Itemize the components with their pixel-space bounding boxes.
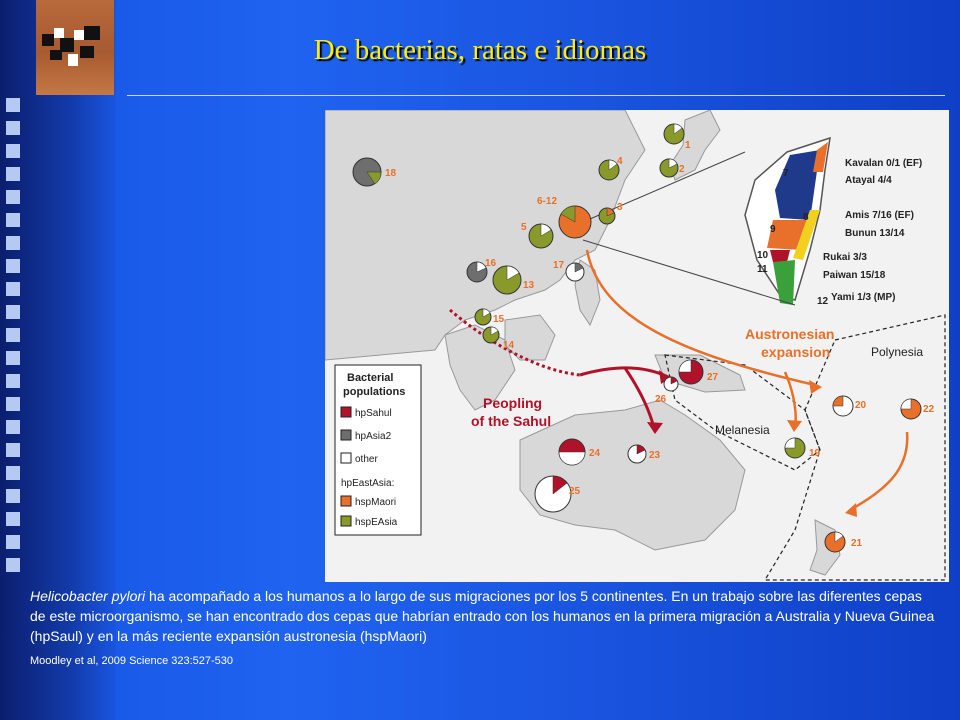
- taiwan-label-bunun: Bunun 13/14: [845, 228, 905, 239]
- taiwan-label-yami: Yami 1/3 (MP): [831, 292, 896, 303]
- peopling-label-1: Peopling: [483, 395, 543, 411]
- australia-landmass: [520, 400, 745, 550]
- arrowhead-melanesia: [787, 420, 802, 432]
- taiwan-num-10: 10: [757, 250, 769, 261]
- taiwan-label-atayal: Atayal 4/4: [845, 175, 892, 186]
- taiwan-num-9: 9: [770, 224, 776, 235]
- taiwan-label-rukai: Rukai 3/3: [823, 252, 867, 263]
- pie-label-24: 24: [589, 448, 601, 459]
- taiwan-label-amis: Amis 7/16 (EF): [845, 210, 914, 221]
- pie-26: [655, 377, 678, 405]
- melanesia-label: Melanesia: [715, 423, 770, 437]
- legend-label-hpasia2: hpAsia2: [355, 431, 392, 442]
- legend-title-2: populations: [343, 386, 406, 398]
- pie-label-1: 1: [685, 140, 691, 151]
- pie-21: [825, 532, 863, 552]
- legend-label-other: other: [355, 454, 378, 465]
- polynesia-label: Polynesia: [871, 345, 924, 359]
- pie-label-19: 19: [809, 448, 821, 459]
- taiwan-num-11: 11: [757, 264, 768, 275]
- legend-group-label: hpEastAsia:: [341, 478, 395, 489]
- arrowhead-polynesia: [809, 380, 822, 394]
- taiwan-label-paiwan: Paiwan 15/18: [823, 270, 886, 281]
- citation: Moodley et al, 2009 Science 323:527-530: [30, 655, 234, 667]
- pie-label-18: 18: [385, 168, 397, 179]
- taiwan-num-8: 8: [803, 212, 809, 223]
- pie-label-4: 4: [617, 156, 623, 167]
- legend-label-hspeasia: hspEAsia: [355, 517, 398, 528]
- slide-caption: [30, 586, 940, 646]
- pie-label-25: 25: [569, 486, 581, 497]
- title-divider: [127, 95, 945, 96]
- taiwan-num-6: 6: [819, 158, 825, 169]
- pie-label-17: 17: [553, 260, 565, 271]
- pie-label-23: 23: [649, 450, 661, 461]
- austronesian-route-newzealand: [850, 432, 907, 510]
- migration-map-figure: [325, 110, 949, 582]
- slide-title: De bacterias, ratas e idiomas: [313, 34, 647, 66]
- pie-label-16: 16: [485, 258, 497, 269]
- pie-label-6-12: 6-12: [537, 196, 558, 207]
- austronesian-label-1: Austronesian: [745, 326, 835, 342]
- legend-label-hspmaori: hspMaori: [355, 497, 397, 508]
- pie-label-20: 20: [855, 400, 867, 411]
- pie-label-2: 2: [679, 164, 685, 175]
- map-svg: [325, 110, 949, 582]
- pie-label-22: 22: [923, 404, 935, 415]
- taiwan-rukai-region: [770, 250, 790, 262]
- peopling-label-2: of the Sahul: [471, 413, 552, 429]
- caption-species: Helicobacter pylori: [30, 588, 146, 604]
- taiwan-num-7: 7: [783, 168, 789, 179]
- legend-swatch-other: [341, 453, 351, 463]
- legend-swatch-hspeasia: [341, 516, 351, 526]
- decorative-squares: [6, 98, 24, 581]
- legend-box: [335, 365, 421, 535]
- caption-text: ha acompañado a los humanos a lo largo de sus migraciones por los 5 continentes. En un trabajo sobre las diferentes cepas de este microorganismo, se han encontrado dos cepas que habrían entrado con los humanos en la primera migración a Australia y Nueva Guinea (hpSaul) y en la más reciente expansión austronesia (hspMaori): [30, 588, 935, 644]
- legend-swatch-hpasia2: [341, 430, 351, 440]
- legend-swatch-hspmaori: [341, 496, 351, 506]
- taiwan-num-12: 12: [817, 296, 829, 307]
- pie-label-3: 3: [617, 202, 623, 213]
- pie-label-5: 5: [521, 222, 527, 233]
- arrowhead-newzealand: [845, 503, 857, 517]
- pie-22: [901, 399, 935, 419]
- legend-label-hpsahul: hpSahul: [355, 408, 392, 419]
- pie-label-26: 26: [655, 394, 667, 405]
- austronesian-label-2: expansion: [761, 344, 831, 360]
- pie-label-27: 27: [707, 372, 719, 383]
- pie-label-15: 15: [493, 314, 505, 325]
- borneo-landmass: [505, 315, 555, 360]
- pie-label-14: 14: [503, 340, 515, 351]
- legend-title-1: Bacterial: [347, 372, 394, 384]
- pie-20: [833, 396, 867, 416]
- pie-label-13: 13: [523, 280, 535, 291]
- taiwan-label-kavalan: Kavalan 0/1 (EF): [845, 158, 923, 169]
- legend-swatch-hpsahul: [341, 407, 351, 417]
- pie-label-21: 21: [851, 538, 863, 549]
- pie-19: [785, 438, 821, 459]
